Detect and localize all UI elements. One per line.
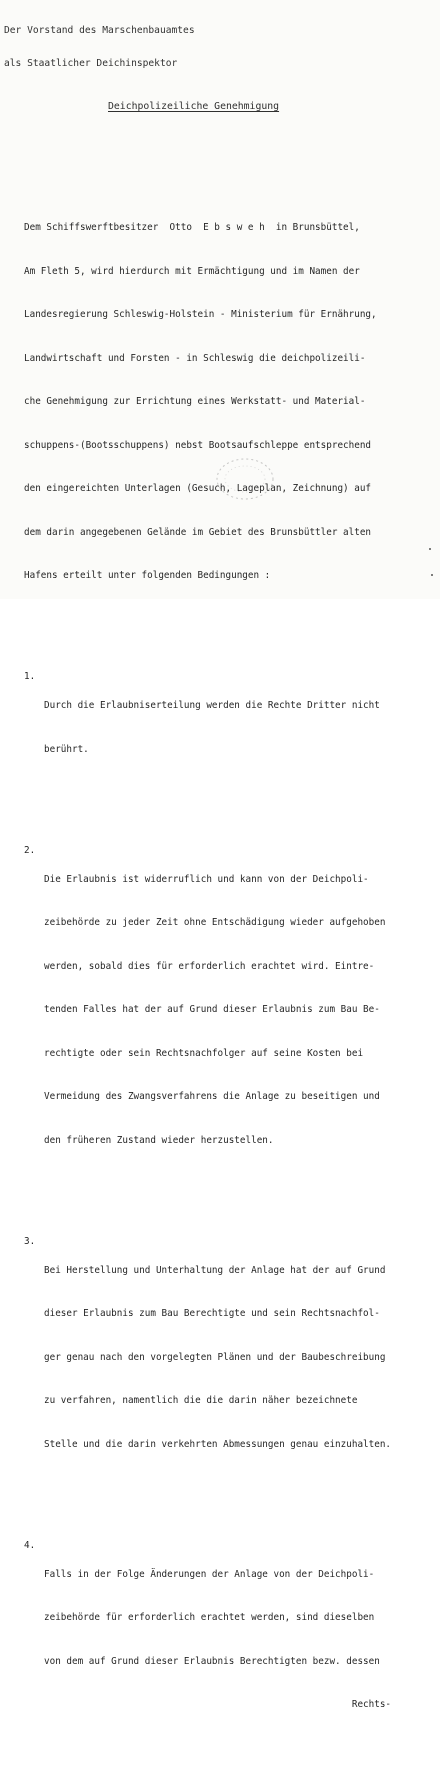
condition-item (24, 844, 434, 1178)
condition-text (44, 844, 434, 1178)
condition-line: Rechts- (44, 1699, 392, 1710)
condition-line: berührt. (44, 743, 89, 755)
condition-item (24, 670, 434, 786)
document-header (4, 3, 195, 91)
condition-number: 1. (24, 671, 36, 682)
intro-paragraph (24, 192, 434, 613)
condition-line: von dem auf Grund dieser Erlaubnis Berechtigten bezw. dessen (44, 1655, 380, 1667)
condition-item (24, 1539, 434, 1742)
condition-line: zu verfahren, namentlich die die darin näher bezeichnete (44, 1395, 358, 1406)
condition-line: werden, sobald dies für erforderlich erachtet wird. Eintre- (44, 960, 375, 972)
condition-line: Vermeidung des Zwangsverfahrens die Anlage zu beseitigen und (44, 1091, 380, 1102)
condition-line: Stelle und die darin verkehrten Abmessungen genau einzuhalten. (44, 1438, 392, 1450)
document-title: Deichpolizeiliche Genehmigung (108, 101, 280, 112)
condition-line: Durch die Erlaubniserteilung werden die Rechte Dritter nicht (44, 700, 380, 711)
ink-speck (429, 548, 431, 550)
intro-line: schuppens-(Bootsschuppens) nebst Bootsaufschleppe entsprechend (24, 439, 372, 451)
condition-line: zeibehörde für erforderlich erachtet werden, sind dieselben (44, 1612, 375, 1623)
condition-line: Falls in der Folge Änderungen der Anlage von der Deichpoli- (44, 1568, 375, 1580)
intro-line: Landesregierung Schleswig-Holstein - Ministerium für Ernährung, (24, 309, 377, 320)
intro-line: Dem Schiffswerftbesitzer Otto E b s w e h in Brunsbüttel, (24, 222, 360, 233)
condition-text (44, 1539, 434, 1742)
intro-line: che Genehmigung zur Errichtung eines Werkstatt- und Material- (24, 396, 366, 407)
condition-line: rechtigte oder sein Rechtsnachfolger auf seine Kosten bei (44, 1047, 364, 1059)
header-line-1: Der Vorstand des Marschenbauamtes (4, 25, 195, 36)
condition-number: 4. (24, 1539, 36, 1551)
condition-text (44, 1235, 434, 1482)
condition-line: den früheren Zustand wieder herzustellen. (44, 1134, 274, 1146)
ink-speck (431, 574, 433, 576)
intro-line: Hafens erteilt unter folgenden Bedingungen : (24, 570, 271, 581)
document-body (24, 163, 434, 1785)
condition-line: ger genau nach den vorgelegten Plänen und der Baubeschreibung (44, 1351, 386, 1363)
condition-line: Die Erlaubnis ist widerruflich und kann von der Deichpoli- (44, 873, 369, 885)
condition-text (44, 670, 434, 786)
intro-line: den eingereichten Unterlagen (Gesuch, Lageplan, Zeichnung) auf (24, 483, 372, 494)
faded-stamp-mark (214, 456, 276, 502)
intro-line: Am Fleth 5, wird hierdurch mit Ermächtigung und im Namen der (24, 265, 360, 277)
condition-number: 2. (24, 844, 36, 856)
header-line-2: als Staatlicher Deichinspektor (4, 58, 178, 69)
condition-line: Bei Herstellung und Unterhaltung der Anlage hat der auf Grund (44, 1264, 386, 1276)
condition-item (24, 1235, 434, 1482)
intro-line: dem darin angegebenen Gelände im Gebiet des Brunsbüttler alten (24, 526, 372, 538)
condition-line: tenden Falles hat der auf Grund dieser Erlaubnis zum Bau Be- (44, 1004, 380, 1015)
condition-line: zeibehörde zu jeder Zeit ohne Entschädigung wieder aufgehoben (44, 917, 386, 928)
intro-line: Landwirtschaft und Forsten - in Schleswig die deichpolizeili- (24, 352, 366, 364)
condition-number: 3. (24, 1235, 36, 1247)
condition-line: dieser Erlaubnis zum Bau Berechtigte und sein Rechtsnachfol- (44, 1308, 380, 1319)
